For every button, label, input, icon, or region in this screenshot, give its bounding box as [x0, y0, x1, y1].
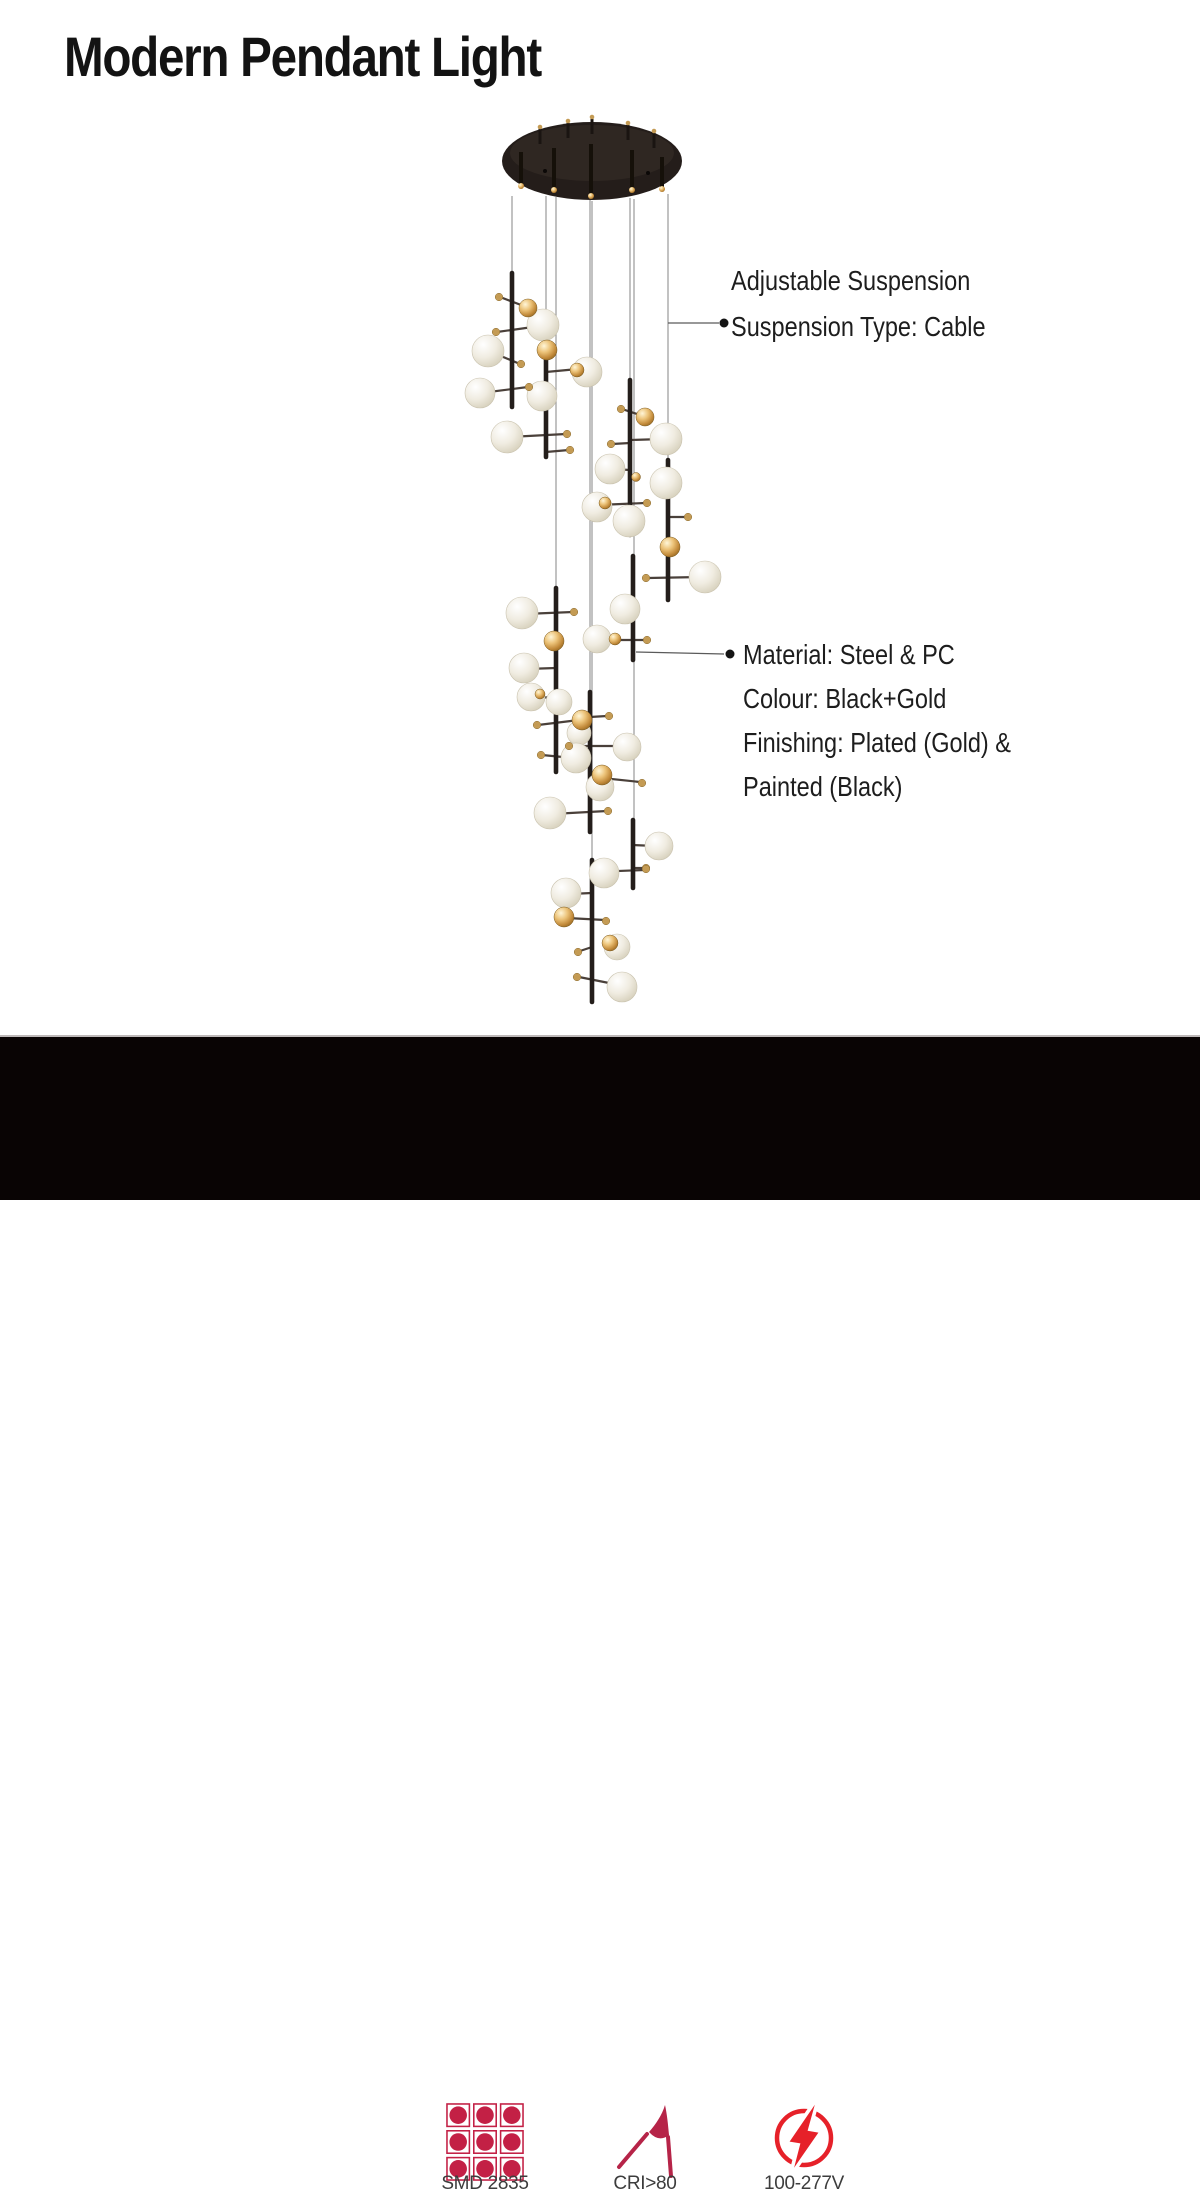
feature-badge-voltage	[750, 2094, 858, 2202]
cri-lamp-icon	[613, 2098, 677, 2182]
voltage-bolt-icon	[768, 2102, 840, 2174]
badge-label: 100-277V	[763, 2173, 844, 2194]
features-bar	[0, 1035, 1200, 2194]
suspension-annotation	[731, 258, 986, 350]
annotation-line: Adjustable Suspension	[731, 265, 971, 296]
smd-2835-grid-icon	[446, 2103, 524, 2181]
annotation-line: Colour: Black+Gold	[743, 683, 947, 714]
callout-line-material	[636, 652, 724, 654]
material-annotation	[743, 633, 1011, 809]
annotation-line: Material: Steel & PC	[743, 639, 955, 670]
page-title: Modern Pendant Light	[64, 25, 541, 88]
callout-bullet	[720, 319, 729, 328]
pendant-light-image	[0, 0, 1200, 1035]
badge-label: SMD 2835	[441, 2173, 529, 2194]
ceiling-canopy	[502, 115, 682, 200]
light-branches	[465, 273, 721, 1002]
annotation-line: Finishing: Plated (Gold) &	[743, 727, 1011, 758]
badge-label: CRI>80	[613, 2173, 677, 2194]
feature-badge-cri	[591, 2094, 699, 2202]
annotation-line: Suspension Type: Cable	[731, 311, 986, 342]
feature-badge-smd	[431, 2094, 539, 2202]
callout-bullet	[726, 650, 735, 659]
annotation-line: Painted (Black)	[743, 771, 903, 802]
